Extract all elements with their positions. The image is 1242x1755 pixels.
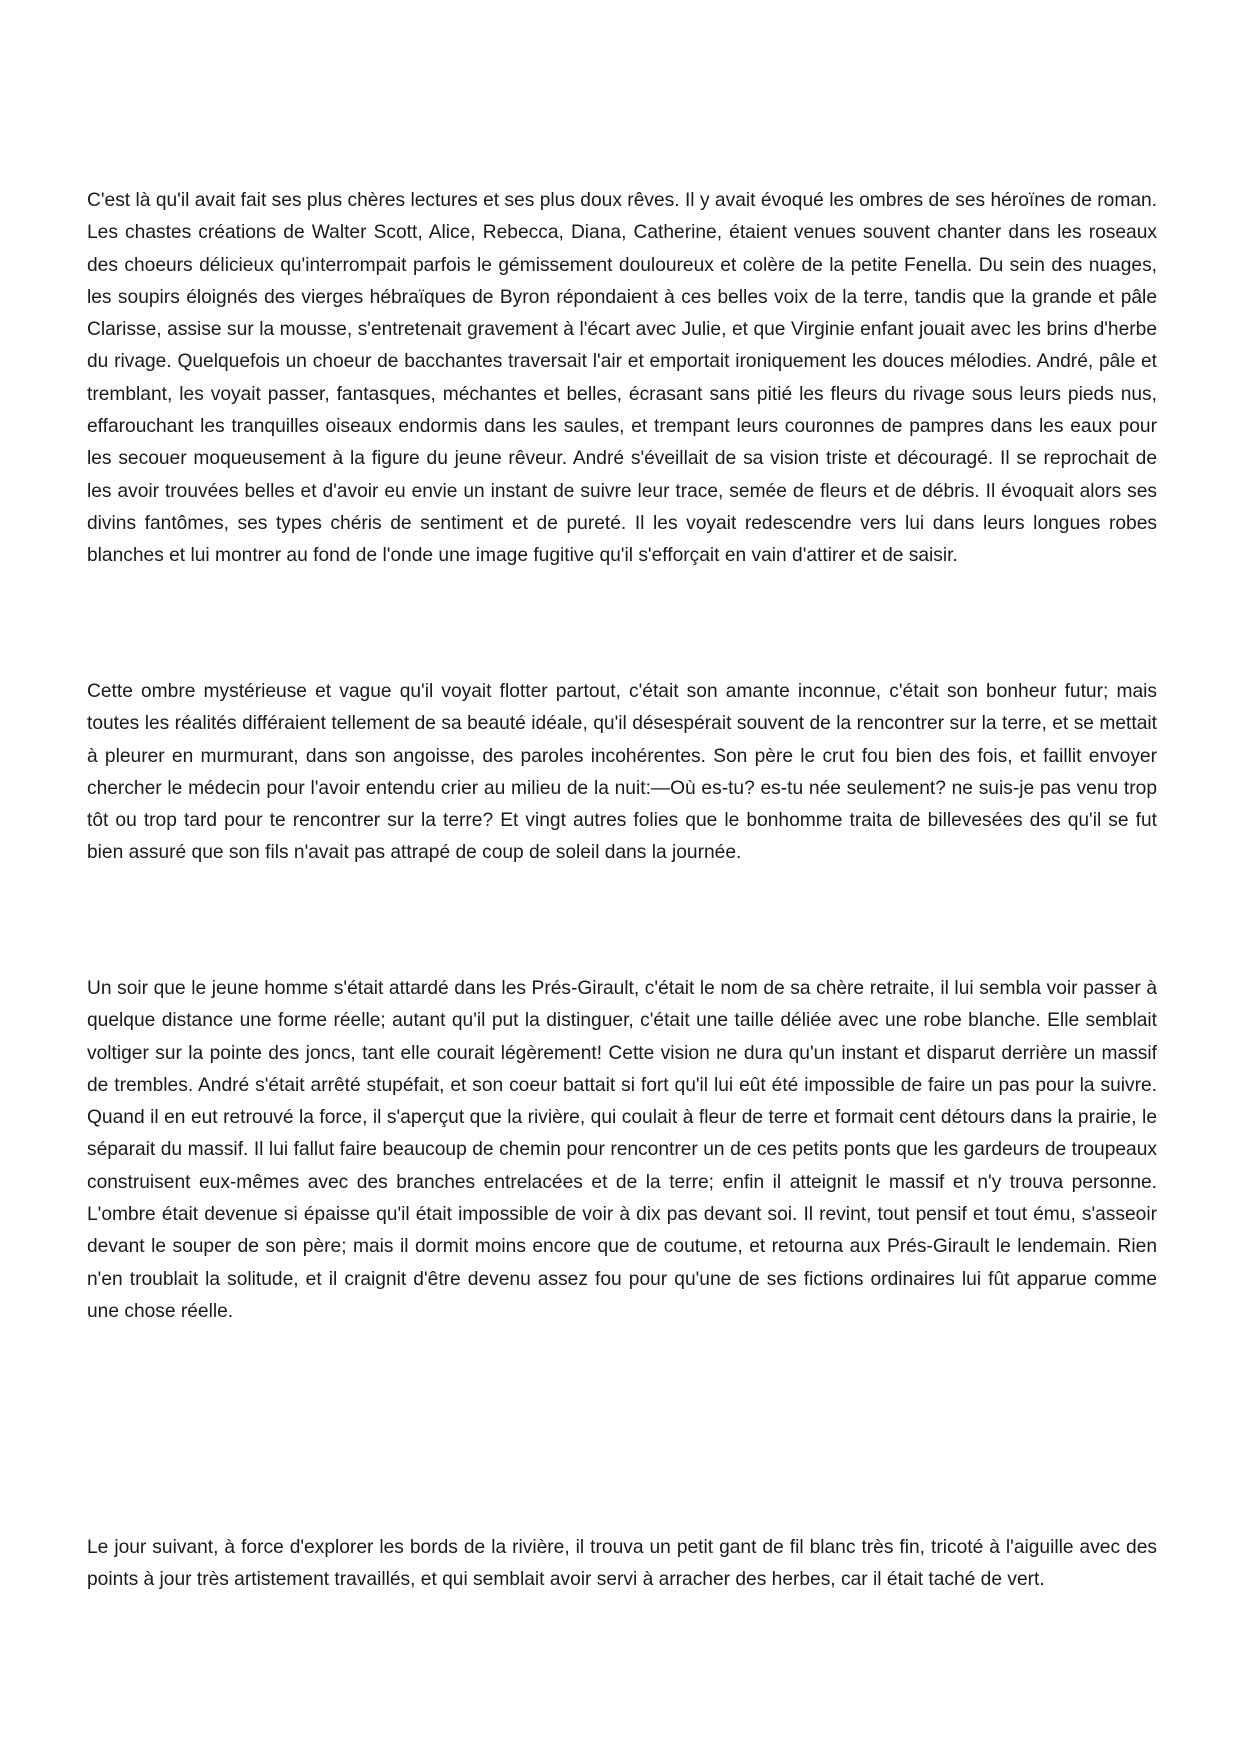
paragraph-4: Le jour suivant, à force d'explorer les bords de la rivière, il trouva un petit gant de fil blanc très fin, tricoté à l'aiguille avec des points à jour très artistement travaillés, et qui semblait avoir servi à arracher des herbes, car il était taché de vert. (87, 1537, 1157, 1591)
paragraph-2: Cette ombre mystérieuse et vague qu'il voyait flotter partout, c'était son amante inconnue, c'était son bonheur futur; mais toutes les réalités différaient tellement de sa beauté idéale, qu'il désespérait souvent de la rencontrer sur la terre, et se mettait à pleurer en murmurant, dans son angoisse, des paroles incohérentes. Son père le crut fou bien des fois, et faillit envoyer chercher le médecin pour l'avoir entendu crier au milieu de la nuit:—Où es-tu? es-tu née seulement? ne suis-je pas venu trop tôt ou trop tard pour te rencontrer sur la terre? Et vingt autres folies que le bonhomme traita de billevesées des qu'il se fut bien assuré que son fils n'avait pas attrapé de coup de soleil dans la journée. (87, 681, 1157, 864)
paragraph-1: C'est là qu'il avait fait ses plus chères lectures et ses plus doux rêves. Il y avait évoqué les ombres de ses héroïnes de roman. Les chastes créations de Walter Scott, Alice, Rebecca, Diana, Catherine, étaient venues souvent chanter dans les roseaux des choeurs délicieux qu'interrompait parfois le gémissement douloureux et colère de la petite Fenella. Du sein des nuages, les soupirs éloignés des vierges hébraïques de Byron répondaient à ces belles voix de la terre, tandis que la grande et pâle Clarisse, assise sur la mousse, s'entretenait gravement à l'écart avec Julie, et que Virginie enfant jouait avec les brins d'herbe du rivage. Quelquefois un choeur de bacchantes traversait l'air et emportait ironiquement les douces mélodies. André, pâle et tremblant, les voyait passer, fantasques, méchantes et belles, écrasant sans pitié les fleurs du rivage sous leurs pieds nus, effarouchant les tranquilles oiseaux endormis dans les saules, et trempant leurs couronnes de pampres dans les eaux pour les secouer moqueusement à la figure du jeune rêveur. André s'éveillait de sa vision triste et découragé. Il se reprochait de les avoir trouvées belles et d'avoir eu envie un instant de suivre leur trace, semée de fleurs et de débris. Il évoquait alors ses divins fantômes, ses types chéris de sentiment et de pureté. Il les voyait redescendre vers lui dans leurs longues robes blanches et lui montrer au fond de l'onde une image fugitive qu'il s'efforçait en vain d'attirer et de saisir. (87, 190, 1157, 567)
paragraph-3: Un soir que le jeune homme s'était attardé dans les Prés-Girault, c'était le nom de sa chère retraite, il lui sembla voir passer à quelque distance une forme réelle; autant qu'il put la distinguer, c'était une taille déliée avec une robe blanche. Elle semblait voltiger sur la pointe des joncs, tant elle courait légèrement! Cette vision ne dura qu'un instant et disparut derrière un massif de trembles. André s'était arrêté stupéfait, et son coeur battait si fort qu'il lui eût été impossible de faire un pas pour la suivre. Quand il en eut retrouvé la force, il s'aperçut que la rivière, qui coulait à fleur de terre et formait cent détours dans la prairie, le séparait du massif. Il lui fallut faire beaucoup de chemin pour rencontrer un de ces petits ponts que les gardeurs de troupeaux construisent eux-mêmes avec des branches entrelacées et de la terre; enfin il atteignit le massif et n'y trouva personne. L'ombre était devenue si épaisse qu'il était impossible de voir à dix pas devant soi. Il revint, tout pensif et tout ému, s'asseoir devant le souper de son père; mais il dormit moins encore que de coutume, et retourna aux Prés-Girault le lendemain. Rien n'en troublait la solitude, et il craignit d'être devenu assez fou pour qu'une de ses fictions ordinaires lui fût apparue comme une chose réelle. (87, 978, 1157, 1322)
